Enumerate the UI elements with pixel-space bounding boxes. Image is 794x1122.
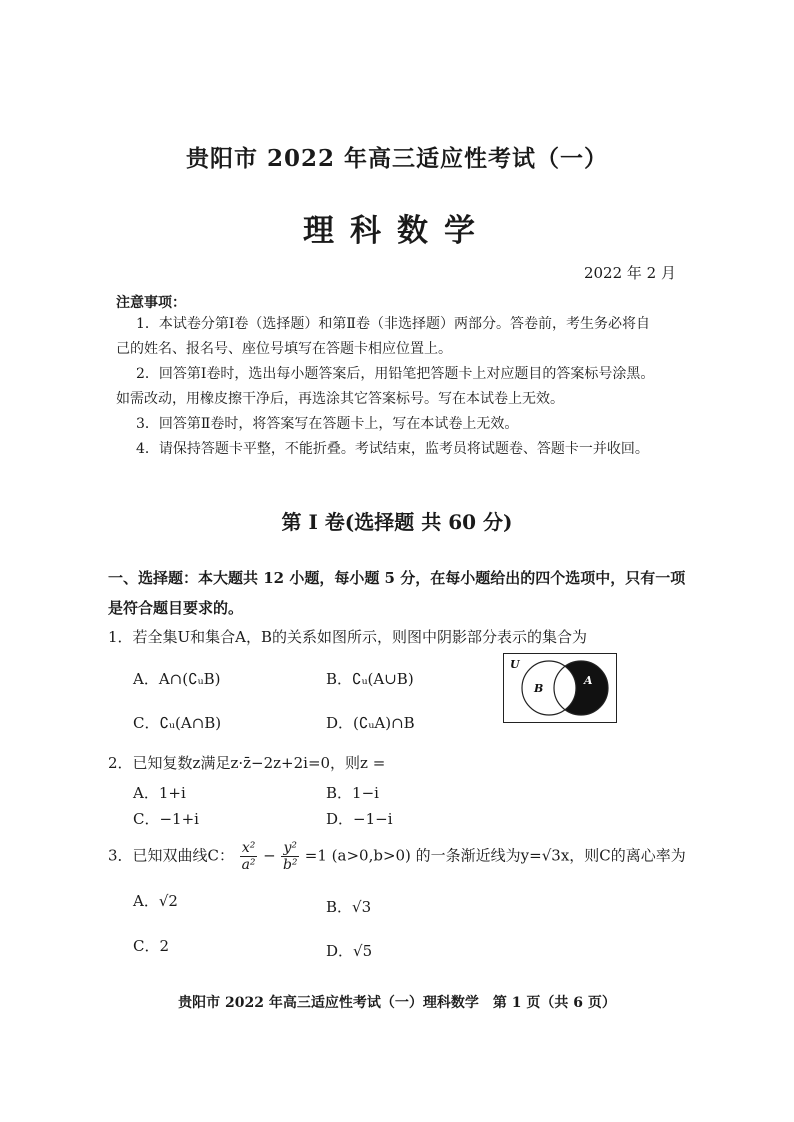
set-b-label: B bbox=[534, 682, 544, 695]
note-line: 1．本试卷分第Ⅰ卷（选择题）和第Ⅱ卷（非选择题）两部分。答卷前，考生务必将自 bbox=[136, 316, 650, 332]
note-line: 3．回答第Ⅱ卷时，将答案写在答题卡上，写在本试卷上无效。 bbox=[136, 416, 519, 432]
fraction-denominator: a² bbox=[241, 857, 256, 873]
subject-title: 理科数学 bbox=[303, 213, 491, 249]
question-2-option-a: A．1+i bbox=[133, 784, 186, 802]
section-title: 第 I 卷(选择题 共 60 分) bbox=[281, 510, 513, 534]
note-line: 4．请保持答题卡平整，不能折叠。考试结束，监考员将试题卷、答题卡一并收回。 bbox=[136, 441, 649, 457]
question-2-option-b: B．1−i bbox=[326, 784, 379, 802]
venn-svg bbox=[504, 654, 615, 721]
exam-title: 贵阳市 2022 年高三适应性考试（一） bbox=[185, 145, 609, 172]
note-line: 如需改动，用橡皮擦干净后，再选涂其它答案标号。写在本试卷上无效。 bbox=[116, 391, 564, 407]
question-2-stem: 2．已知复数z满足z·z̄−2z+2i=0，则z = bbox=[108, 754, 386, 772]
question-3-stem bbox=[108, 840, 686, 873]
question-1-option-c: C．∁ᵤ(A∩B) bbox=[133, 714, 222, 732]
note-line: 2．回答第Ⅰ卷时，选出每小题答案后，用铅笔把答题卡上对应题目的答案标号涂黑。 bbox=[136, 366, 655, 382]
question-1-option-b: B．∁ᵤ(A∪B) bbox=[326, 670, 414, 688]
set-a-label: A bbox=[584, 674, 593, 687]
question-1-option-a: A．A∩(∁ᵤB) bbox=[133, 670, 221, 688]
question-2-option-c: C．−1+i bbox=[133, 810, 199, 828]
question-3-option-a: A．√2 bbox=[133, 892, 178, 910]
fraction-numerator: y² bbox=[283, 840, 297, 856]
question-1-stem: 1．若全集U和集合A，B的关系如图所示，则图中阴影部分表示的集合为 bbox=[108, 628, 588, 646]
fraction-y2-b2 bbox=[281, 840, 299, 873]
note-line: 己的姓名、报名号、座位号填写在答题卡相应位置上。 bbox=[116, 341, 452, 357]
question-3-option-c: C．2 bbox=[133, 937, 170, 955]
venn-diagram bbox=[503, 653, 617, 723]
question-1-option-d: D．(∁ᵤA)∩B bbox=[326, 714, 415, 732]
exam-date: 2022 年 2 月 bbox=[583, 264, 676, 282]
question-2-option-d: D．−1−i bbox=[326, 810, 393, 828]
page-footer: 贵阳市 2022 年高三适应性考试（一）理科数学 第 1 页（共 6 页） bbox=[178, 995, 616, 1011]
question-3-option-d: D．√5 bbox=[326, 942, 373, 960]
universe-label: U bbox=[510, 658, 520, 671]
question-3-option-b: B．√3 bbox=[326, 898, 372, 916]
fraction-numerator: x² bbox=[241, 840, 256, 856]
question-3-stem-suffix: =1 (a>0,b>0) 的一条渐近线为y=√3x，则C的离心率为 bbox=[304, 846, 686, 865]
notes-heading: 注意事项： bbox=[116, 295, 186, 311]
minus-sign: − bbox=[263, 846, 276, 865]
fraction-denominator: b² bbox=[282, 857, 298, 873]
fraction-x2-a2 bbox=[240, 840, 258, 873]
question-3-stem-prefix: 3．已知双曲线C： bbox=[108, 846, 235, 865]
part-instructions: 一、选择题：本大题共 12 小题，每小题 5 分，在每小题给出的四个选项中，只有一项是符合题目要求的。 bbox=[108, 569, 686, 617]
